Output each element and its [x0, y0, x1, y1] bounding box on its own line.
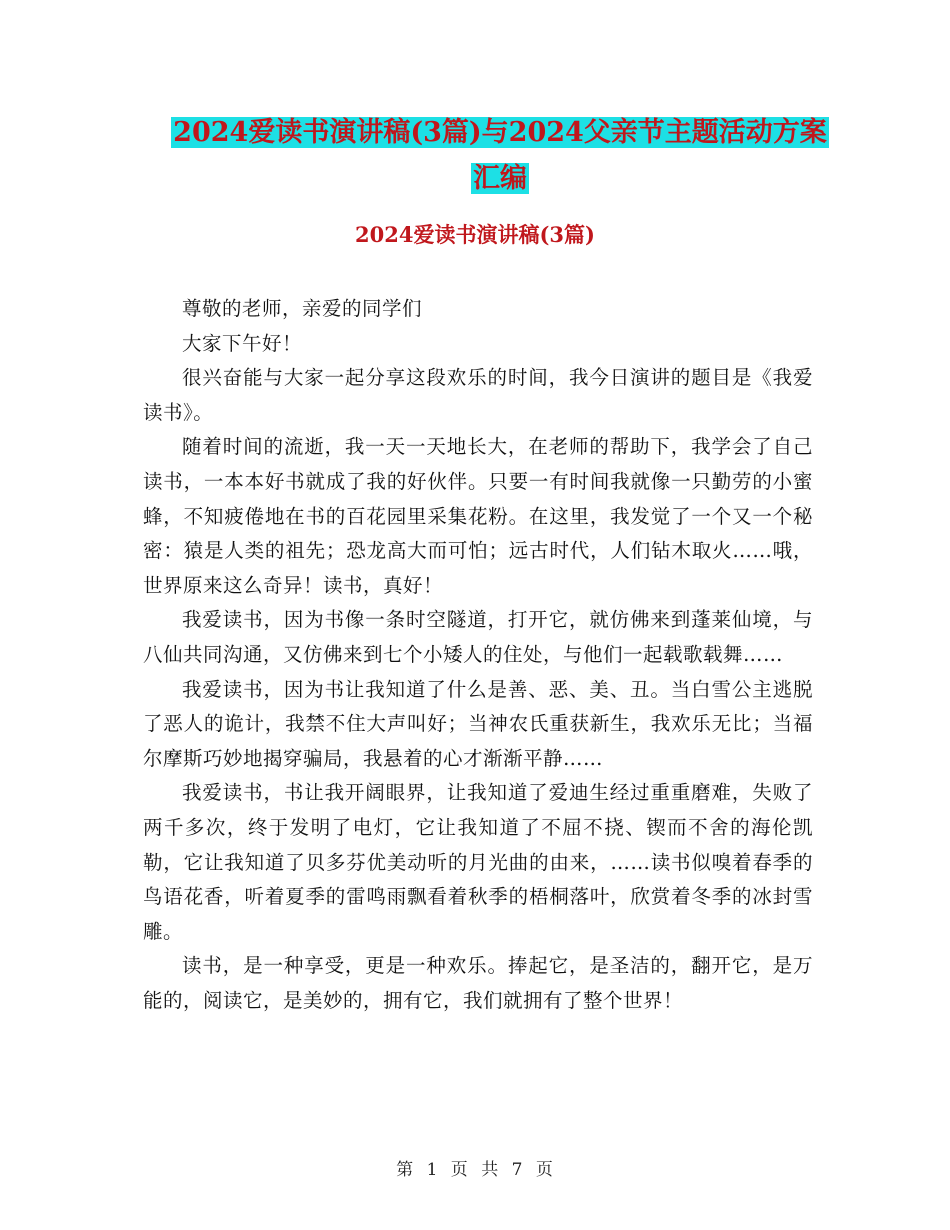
page-footer [0, 1155, 950, 1180]
footer-label-total-unit: 页 [535, 1160, 554, 1180]
paragraph: 大家下午好！ [182, 331, 303, 355]
paragraph: 我爱读书，因为书像一条时空隧道，打开它，就仿佛来到蓬莱仙境，与八仙共同沟通，又仿佛来到七个小矮人的住处，与他们一起载歌载舞…… [143, 608, 813, 666]
footer-label-page: 第 [396, 1160, 415, 1180]
paragraph: 读书，是一种享受，更是一种欢乐。捧起它，是圣洁的，翻开它，是万能的，阅读它，是美妙的，拥有它，我们就拥有了整个世界！ [143, 954, 813, 1012]
section-title: 2024爱读书演讲稿(3篇) [355, 222, 595, 247]
footer-label-total: 共 [481, 1160, 500, 1180]
footer-total-pages: 7 [511, 1160, 524, 1180]
paragraph: 尊敬的老师，亲爱的同学们 [182, 297, 423, 320]
document-title-line2: 汇编 [473, 163, 527, 194]
paragraph: 我爱读书，书让我开阔眼界，让我知道了爱迪生经过重重磨难，失败了两千多次，终于发明了电灯，它让我知道了不屈不挠、锲而不舍的海伦凯勒，它让我知道了贝多芬优美动听的月光曲的由来，……读书似嗅着春季的鸟语花香，听着夏季的雷鸣雨飘看着秋季的梧桐落叶，欣赏着冬季的冰封雪雕。 [143, 781, 813, 943]
footer-label-page-unit: 页 [450, 1160, 469, 1180]
document-body [143, 292, 813, 1018]
paragraph: 很兴奋能与大家一起分享这段欢乐的时间，我今日演讲的题目是《我爱读书》。 [143, 366, 813, 424]
document-title-line1: 2024爱读书演讲稿(3篇)与2024父亲节主题活动方案 [173, 117, 827, 148]
paragraph: 随着时间的流逝，我一天一天地长大，在老师的帮助下，我学会了自己读书，一本本好书就成了我的好伙伴。只要一有时间我就像一只勤劳的小蜜蜂，不知疲倦地在书的百花园里采集花粉。在这里，我发觉了一个又一个秘密：猿是人类的祖先；恐龙高大而可怕；远古时代，人们钻木取火……哦，世界原来这么奇异！读书，真好！ [143, 435, 813, 597]
footer-current-page: 1 [426, 1160, 439, 1180]
paragraph: 我爱读书，因为书让我知道了什么是善、恶、美、丑。当白雪公主逃脱了恶人的诡计，我禁不住大声叫好；当神农氏重获新生，我欢乐无比；当福尔摩斯巧妙地揭穿骗局，我悬着的心才渐渐平静…… [143, 677, 813, 770]
document-title [120, 110, 880, 202]
